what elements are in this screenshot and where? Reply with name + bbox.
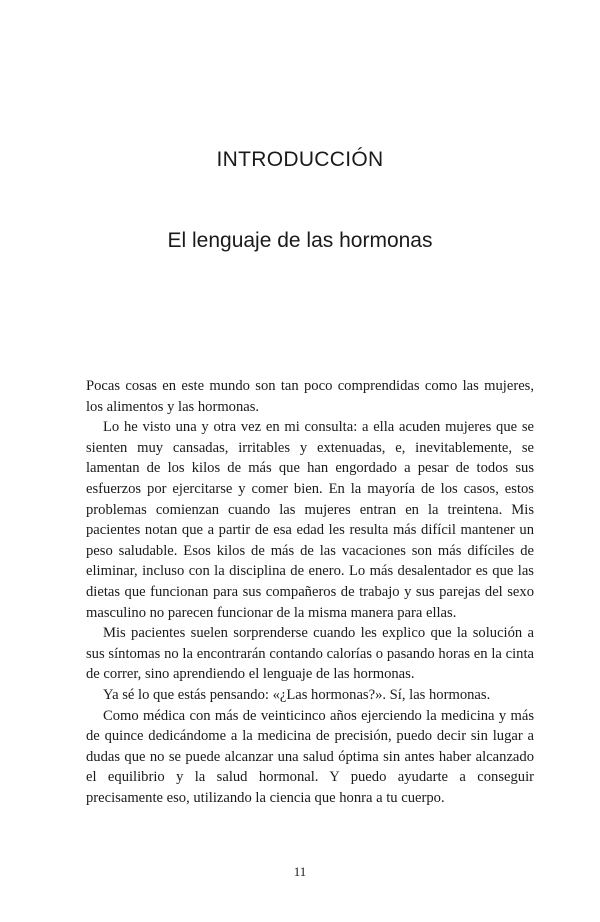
paragraph-4: Ya sé lo que estás pensando: «¿Las hormonas?». Sí, las hormonas. bbox=[103, 686, 491, 703]
paragraph-5: Como médica con más de veinticinco años ejerciendo la medicina y más de quince dedicándome a la medicina de precisión, puedo decir sin lugar a dudas que no se puede alcanzar una salud óptima sin antes haber alcanzado el equilibrio y la salud hormonal. Y puedo ayudarte a conseguir precisamente eso, utilizando la ciencia que honra a tu cuerpo. bbox=[86, 707, 534, 806]
chapter-label: INTRODUCCIÓN bbox=[216, 148, 384, 171]
paragraph-3: Mis pacientes suelen sorprenderse cuando les explico que la solución a sus síntomas no la encontrarán contando calorías o pasando horas en la cinta de correr, sino aprendiendo el lenguaje de las hormonas. bbox=[86, 625, 534, 683]
chapter-title: El lenguaje de las hormonas bbox=[167, 229, 433, 252]
paragraph-2: Lo he visto una y otra vez en mi consulta: a ella acuden mujeres que se sienten muy cansadas, irritables y extenuadas, e, inevitablemente, se lamentan de los kilos de más que han engordado a pesar de todos sus esfuerzos por ejercitarse y comer bien. En la mayoría de los casos, estos problemas comienzan cuando las mujeres entran en la treintena. Mis pacientes notan que a partir de esa edad les resulta más difícil mantener un peso saludable. Esos kilos de más de las vacaciones son más difíciles de eliminar, incluso con la disciplina de enero. Lo más desalentador es que las dietas que funcionan para sus compañeros de trabajo y sus parejas del sexo masculino no parecen funcionar de la misma manera para ellas. bbox=[86, 419, 534, 621]
paragraph-1: Pocas cosas en este mundo son tan poco comprendidas como las mujeres, los alimentos y las hormonas. bbox=[86, 378, 534, 415]
page-number: 11 bbox=[293, 864, 307, 879]
body-text bbox=[86, 376, 534, 808]
